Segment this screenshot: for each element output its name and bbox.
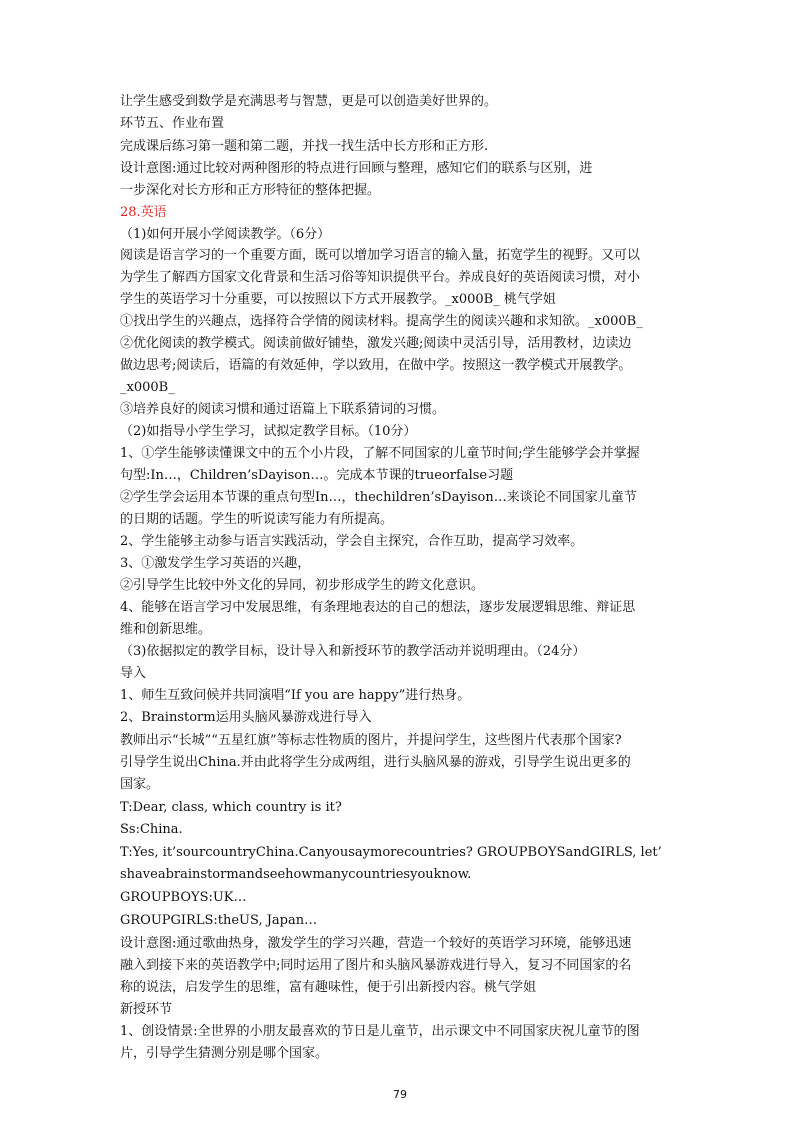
- dialogue-line: T:Yes, it’sourcountryChina.Canyousaymorecountries? GROUPBOYSandGIRLS, let’: [120, 845, 662, 860]
- text-line: 1、师生互致问候并共同演唱“If you are happy”进行热身。: [120, 688, 471, 703]
- text-line: 1、创设情景:全世界的小朋友最喜欢的节日是儿童节，出示课文中不同国家庆祝儿童节的图: [120, 1024, 640, 1039]
- text-line: ②优化阅读的教学模式。阅读前做好铺垫，激发兴趣;阅读中灵活引导，活用教材，边读边: [120, 336, 632, 351]
- dialogue-line: T:Dear, class, which country is it?: [120, 800, 342, 815]
- question-heading: （3)依据拟定的教学目标，设计导入和新授环节的教学活动并说明理由。（24分）: [120, 644, 586, 659]
- text-line: 学生的英语学习十分重要，可以按照以下方式开展教学。_x000B_ 桃气学姐: [120, 292, 556, 307]
- text-line: 3、①激发学生学习英语的兴趣，: [120, 556, 311, 571]
- text-line: 维和创新思维。: [120, 622, 212, 637]
- text-line: 教师出示“长城”“五星红旗”等标志性物质的图片，并提问学生，这些图片代表那个国家?: [120, 733, 622, 748]
- text-line: 阅读是语言学习的一个重要方面，既可以增加学习语言的输入量，拓宽学生的视野。又可以: [120, 248, 641, 263]
- text-line: 国家。: [120, 777, 160, 792]
- text-line: 设计意图:通过歌曲热身，激发学生的学习兴趣，营造一个较好的英语学习环境，能够迅速: [120, 936, 632, 951]
- dialogue-line: GROUPGIRLS:theUS, Japan…: [120, 913, 318, 928]
- section-heading: 环节五、作业布置: [120, 116, 225, 131]
- text-line: 1、①学生能够读懂课文中的五个小片段，了解不同国家的儿童节时间;学生能够学会并掌握: [120, 446, 640, 461]
- text-line: ②学生学会运用本节课的重点句型In…，thechildren’sDayison…来谈论不同国家儿童节: [120, 490, 637, 505]
- question-heading: （2)如指导小学生学习，试拟定教学目标。（10分）: [120, 424, 417, 439]
- text-line: 融入到接下来的英语教学中;同时运用了图片和头脑风暴游戏进行导入，复习不同国家的名: [120, 958, 632, 973]
- dialogue-line: GROUPBOYS:UK…: [120, 890, 247, 905]
- text-line: 为学生了解西方国家文化背景和生活习俗等知识提供平台。养成良好的英语阅读习惯，对小: [120, 270, 641, 285]
- text-line: 句型:In…，Children’sDayison…。完成本节课的trueorfalse习题: [120, 468, 514, 483]
- text-line: 做边思考;阅读后，语篇的有效延伸，学以致用，在做中学。按照这一教学模式开展教学。: [120, 358, 632, 373]
- page-number: 79: [393, 1088, 407, 1101]
- text-line: ①找出学生的兴趣点，选择符合学情的阅读材料。提高学生的阅读兴趣和求知欲。_x000B_: [120, 314, 643, 329]
- text-line: 2、Brainstorm运用头脑风暴游戏进行导入: [120, 710, 372, 725]
- text-line: ③培养良好的阅读习惯和通过语篇上下联系猜词的习惯。: [120, 402, 446, 417]
- text-line: 引导学生说出China.并由此将学生分成两组，进行头脑风暴的游戏，引导学生说出更多的: [120, 755, 631, 770]
- text-line: 设计意图:通过比较对两种图形的特点进行回顾与整理，感知它们的联系与区别，进: [120, 161, 593, 176]
- subject-heading: 28.英语: [120, 205, 167, 220]
- text-line: 让学生感受到数学是充满思考与智慧，更是可以创造美好世界的。: [120, 94, 498, 109]
- section-heading: 导入: [120, 666, 147, 681]
- text-line: _x000B_: [120, 380, 175, 395]
- question-heading: （1)如何开展小学阅读教学。（6分）: [120, 227, 331, 242]
- section-heading: 新授环节: [120, 1002, 173, 1017]
- text-line: 2、学生能够主动参与语言实践活动，学会自主探究，合作互助，提高学习效率。: [120, 534, 584, 549]
- dialogue-line: Ss:China.: [120, 822, 183, 837]
- text-line: 称的说法，启发学生的思维，富有趣味性，便于引出新授内容。桃气学姐: [120, 980, 537, 995]
- text-line: 完成课后练习第一题和第二题，并找一找生活中长方形和正方形.: [120, 139, 489, 154]
- text-line: 片，引导学生猜测分别是哪个国家。: [120, 1046, 329, 1061]
- text-line: 一步深化对长方形和正方形特征的整体把握。: [120, 183, 381, 198]
- dialogue-line: shaveabrainstormandseehowmanycountriesyouknow.: [120, 867, 472, 882]
- text-line: 4、能够在语言学习中发展思维，有条理地表达的自己的想法，逐步发展逻辑思维、辩证思: [120, 600, 636, 615]
- text-line: ②引导学生比较中外文化的异同，初步形成学生的跨文化意识。: [120, 578, 485, 593]
- text-line: 的日期的话题。学生的听说读写能力有所提高。: [120, 512, 394, 527]
